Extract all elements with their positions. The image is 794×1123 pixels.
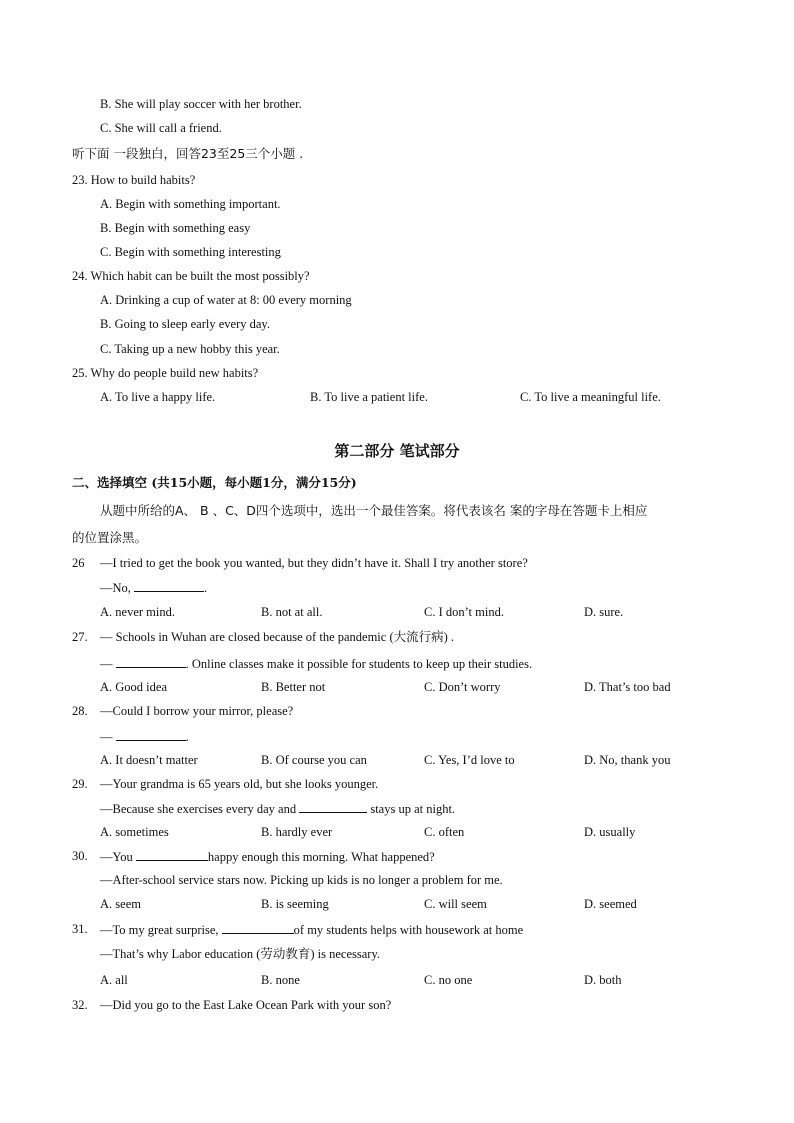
q28-option-b: B. Of course you can	[261, 753, 367, 767]
q25-option-c: C. To live a meaningful life.	[520, 390, 661, 404]
q27-option-b: B. Better not	[261, 680, 326, 694]
q28-option-d: D. No, thank you	[584, 753, 671, 767]
q30-line2: —After-school service stars now. Picking up kids is no longer a problem for me.	[100, 873, 503, 887]
q27-option-d: D. That’s too bad	[584, 680, 671, 694]
q31-option-d: D. both	[584, 973, 622, 987]
q32-number: 32.	[72, 998, 88, 1012]
q27-option-c: C. Don’t worry	[424, 680, 501, 694]
q26-line2	[100, 579, 207, 596]
q30-option-c: C. will seem	[424, 897, 487, 911]
q26-answer-blank	[134, 579, 204, 592]
q25-option-a: A. To live a happy life.	[100, 390, 216, 404]
q29-option-d: D. usually	[584, 825, 636, 839]
q26-option-d: D. sure.	[584, 605, 624, 619]
q27-number: 27.	[72, 630, 88, 644]
q29-answer-blank	[299, 800, 367, 813]
q24-option-c: C. Taking up a new hobby this year.	[100, 342, 280, 356]
q29-option-c: C. often	[424, 825, 465, 839]
q24-option-a: A. Drinking a cup of water at 8: 00 every morning	[100, 293, 352, 307]
q24-option-b: B. Going to sleep early every day.	[100, 317, 270, 331]
q30-option-a: A. seem	[100, 897, 141, 911]
q25-stem: 25. Why do people build new habits?	[72, 366, 259, 380]
q31-line1	[100, 921, 523, 938]
q31-answer-blank	[222, 921, 294, 934]
q23-option-a: A. Begin with something important.	[100, 197, 281, 211]
q28-option-a: A. It doesn’t matter	[100, 753, 198, 767]
q29-option-b: B. hardly ever	[261, 825, 333, 839]
q27-line1: — Schools in Wuhan are closed because of the pandemic (大流行病) .	[100, 630, 455, 644]
monologue-instruction: 听下面 一段独白，回答23至25三个小题 .	[72, 146, 304, 161]
q23-stem: 23. How to build habits?	[72, 173, 196, 187]
q23-option-b: B. Begin with something easy	[100, 221, 251, 235]
section-instruction-line1: 从题中所给的A、 B 、C、D四个选项中，选出一个最佳答案。将代表该名 案的字母在答题卡上相应	[100, 503, 648, 518]
q26-line2-post: .	[204, 581, 208, 595]
section-instruction-line2: 的位置涂黑。	[72, 530, 148, 545]
q22-option-b: B. She will play soccer with her brother.	[100, 97, 302, 111]
q26-line2-pre: —No,	[100, 581, 135, 595]
q30-line1	[100, 848, 435, 865]
q27-line2-pre: —	[100, 657, 116, 671]
q28-line2	[100, 728, 189, 745]
q29-line1: —Your grandma is 65 years old, but she looks younger.	[100, 777, 379, 791]
q30-answer-blank	[136, 848, 208, 861]
q29-number: 29.	[72, 777, 88, 791]
q31-option-a: A. all	[100, 973, 128, 987]
q26-option-a: A. never mind.	[100, 605, 175, 619]
q31-line2: —That’s why Labor education (劳动教育) is necessary.	[100, 947, 381, 961]
q24-stem: 24. Which habit can be built the most possibly?	[72, 269, 310, 283]
q23-option-c: C. Begin with something interesting	[100, 245, 281, 259]
q28-answer-blank	[116, 728, 186, 741]
q30-option-d: D. seemed	[584, 897, 637, 911]
q25-option-b: B. To live a patient life.	[310, 390, 428, 404]
q26-option-c: C. I don’t mind.	[424, 605, 504, 619]
q28-line2-pre: —	[100, 730, 116, 744]
part-two-title: 第二部分 笔试部分	[334, 442, 460, 460]
q27-answer-blank	[116, 655, 186, 668]
q29-option-a: A. sometimes	[100, 825, 169, 839]
q22-option-c: C. She will call a friend.	[100, 121, 222, 135]
q28-line1: —Could I borrow your mirror, please?	[100, 704, 294, 718]
q27-line2	[100, 655, 532, 672]
q30-line1-post: happy enough this morning. What happened?	[207, 850, 435, 864]
section-heading: 二、选择填空 (共15小题，每小题1分，满分15分)	[72, 475, 357, 490]
q27-option-a: A. Good idea	[100, 680, 167, 694]
q31-line1-post: of my students helps with housework at home	[293, 923, 524, 937]
q31-option-c: C. no one	[424, 973, 473, 987]
q31-number: 31.	[72, 922, 88, 936]
q30-number: 30.	[72, 849, 88, 863]
q31-line1-pre: —To my great surprise,	[100, 923, 222, 937]
q30-option-b: B. is seeming	[261, 897, 329, 911]
q27-line2-post: . Online classes make it possible for students to keep up their studies.	[185, 657, 533, 671]
q28-number: 28.	[72, 704, 88, 718]
q30-line1-pre: —You	[100, 850, 136, 864]
q26-line1: —I tried to get the book you wanted, but they didn’t have it. Shall I try another store?	[100, 556, 528, 570]
q29-line2-post: stays up at night.	[367, 802, 456, 816]
q26-number: 26	[72, 556, 85, 570]
q29-line2-pre: —Because she exercises every day and	[100, 802, 300, 816]
q29-line2	[100, 800, 455, 817]
q26-option-b: B. not at all.	[261, 605, 323, 619]
q32-line1: —Did you go to the East Lake Ocean Park with your son?	[100, 998, 392, 1012]
q28-option-c: C. Yes, I’d love to	[424, 753, 515, 767]
q31-option-b: B. none	[261, 973, 300, 987]
q28-line2-post: .	[185, 730, 189, 744]
